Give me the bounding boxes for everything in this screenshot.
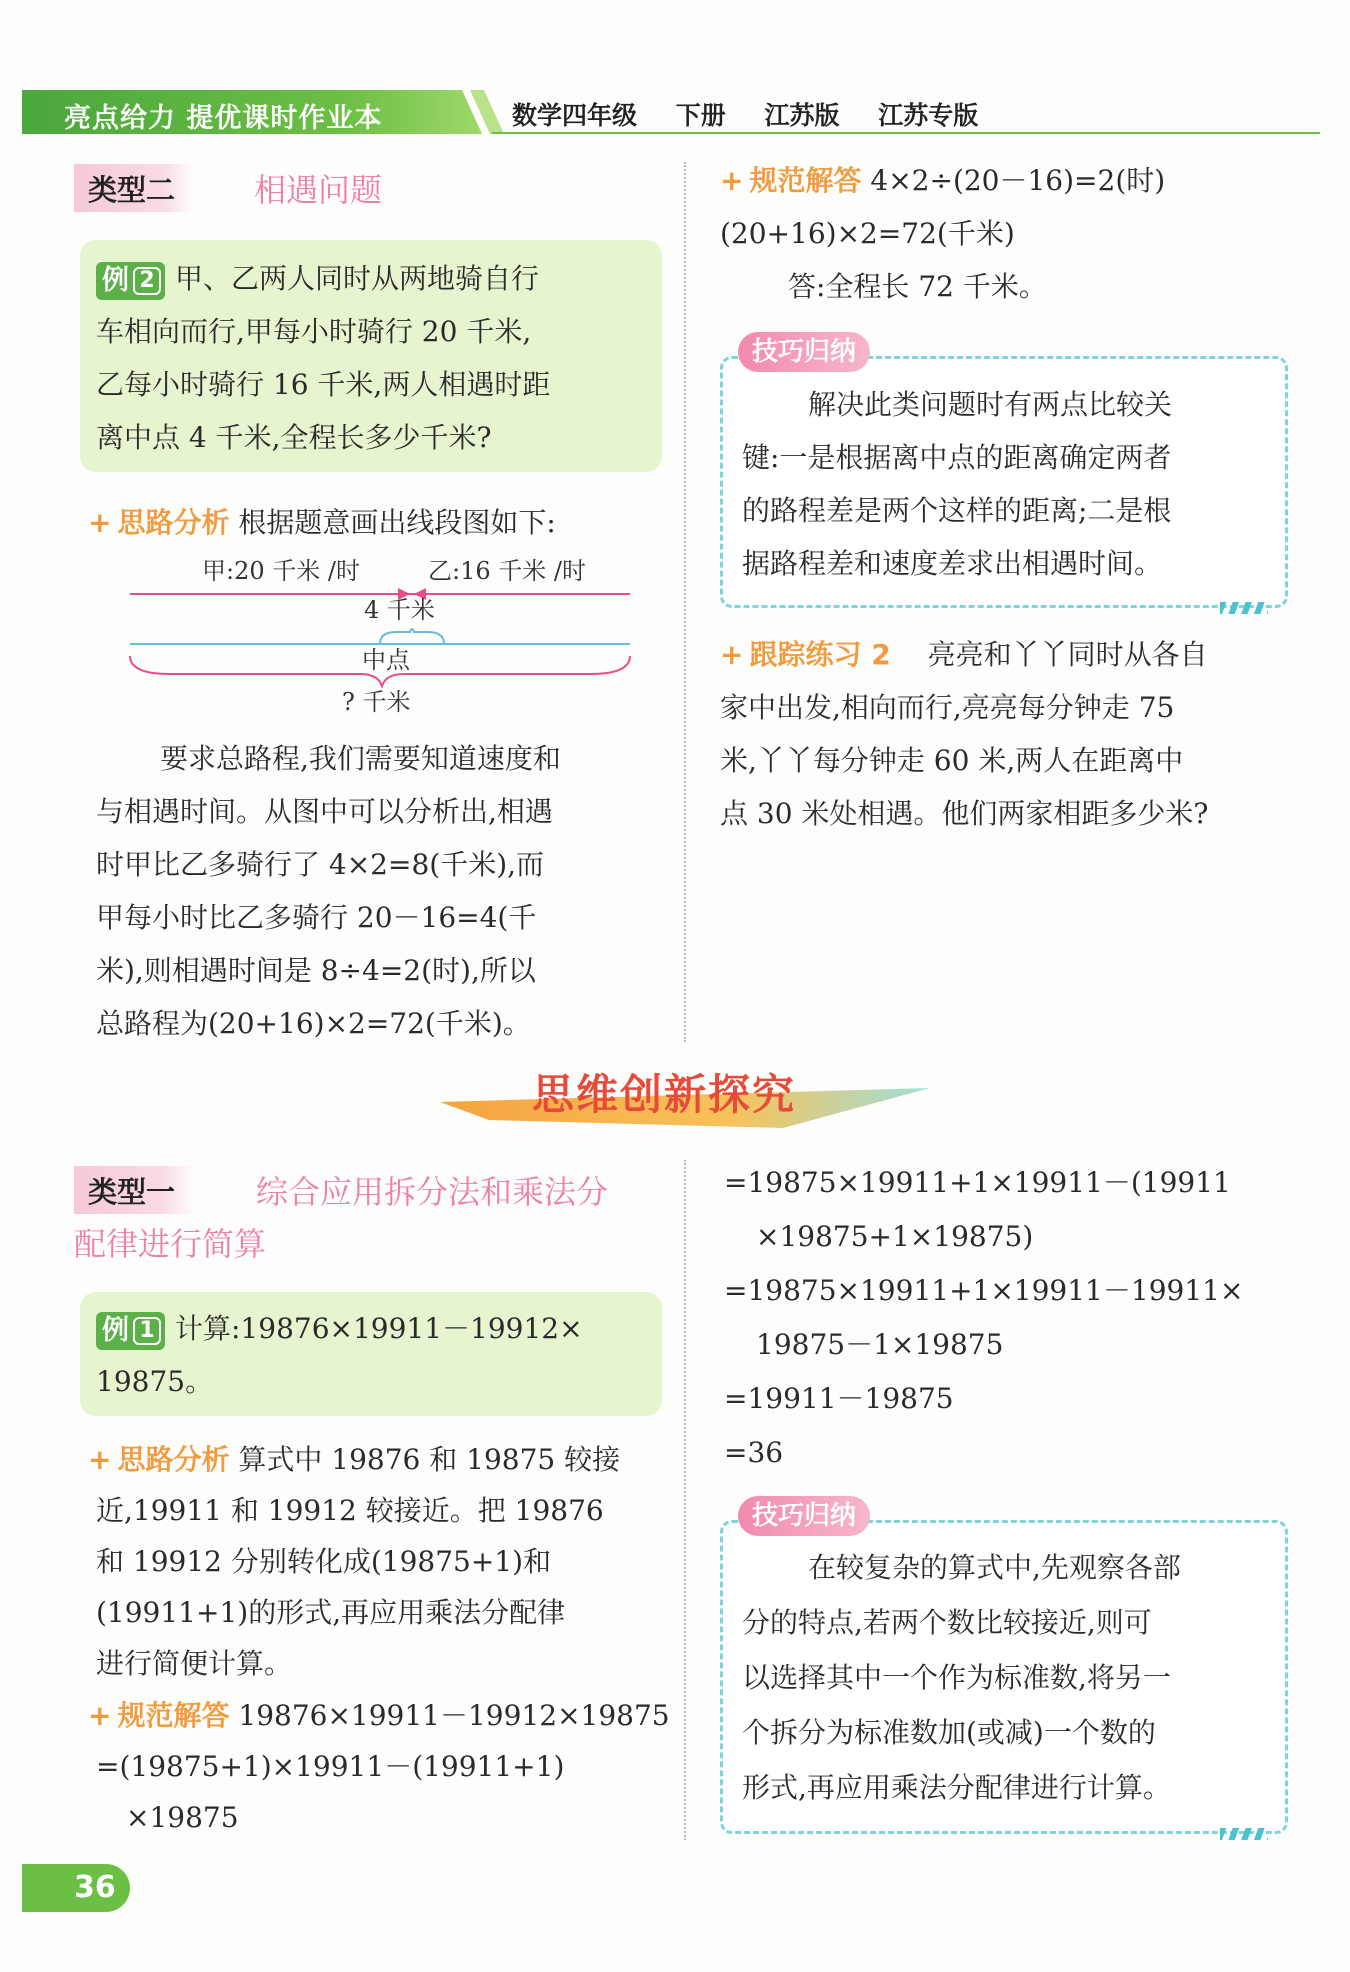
- section-banner: [440, 1058, 930, 1138]
- book-title: 亮点给力 提优课时作业本: [64, 103, 383, 134]
- type-tag-1: 类型一: [74, 1166, 193, 1214]
- tip-badge-2: 技巧归纳: [738, 1496, 870, 1536]
- page-number: 36: [22, 1864, 130, 1912]
- line-segment-diagram: [110, 554, 650, 724]
- answer-1: + 规范解答 19876×19911－19912×19875 =(19875+1)×19911－(19911+1) ×19875: [88, 1699, 670, 1834]
- example-badge: 例 1: [96, 1312, 165, 1350]
- tip-badge-1: 技巧归纳: [738, 332, 870, 372]
- type-title-line2: 配律进行简算: [74, 1225, 267, 1263]
- example-1-text: 例 1 计算:19876×19911－19912× 19875。: [96, 1312, 583, 1398]
- book-meta: [512, 96, 1008, 132]
- meta-volume: 下册: [675, 101, 726, 130]
- column-divider-top: [684, 162, 686, 1042]
- analysis-1: + 思路分析 算式中 19876 和 19875 较接 近,19911 和 19912 较接近。把 19876 和 19912 分别转化成(19875+1)和 (19911+1)的形式,再应用乘法分配律 进行简便计算。: [88, 1443, 621, 1680]
- tip-stripes-2: [1220, 1828, 1268, 1840]
- diagram-yi-speed: 乙:16 千米 /时: [428, 557, 586, 585]
- practice-label: 跟踪练习 2: [749, 638, 891, 671]
- four-km-brace: [380, 629, 444, 644]
- analysis-label: 思路分析: [117, 506, 230, 539]
- answer-label: 规范解答: [749, 164, 862, 197]
- page-header: [22, 90, 1320, 134]
- analysis-label: 思路分析: [117, 1443, 230, 1476]
- diagram-jia-speed: 甲:20 千米 /时: [202, 557, 360, 585]
- answer-2: + 规范解答 4×2÷(20－16)=2(时) (20+16)×2=72(千米) 答:全程长 72 千米。: [720, 164, 1166, 303]
- diagram-midpoint: 中点: [362, 646, 410, 674]
- answer-1-continued: =19875×19911+1×19911－(19911 ×19875+1×19875) =19875×19911+1×19911－19911× 19875－1×19875 =19911－19875 =36: [724, 1166, 1244, 1469]
- meta-edition: 江苏版: [764, 101, 840, 130]
- meta-grade: 数学四年级: [512, 101, 638, 130]
- example-2-text: 例 2 甲、乙两人同时从两地骑自行 车相向而行,甲每小时骑行 20 千米, 乙每小时骑行 16 千米,两人相遇时距 离中点 4 千米,全程长多少千米?: [96, 262, 551, 454]
- analysis-2: + 思路分析 根据题意画出线段图如下:: [88, 506, 556, 539]
- tip-2-text: 在较复杂的算式中,先观察各部 分的特点,若两个数比较接近,则可 以选择其中一个作为标准数,将另一 个拆分为标准数加(或减)一个数的 形式,再应用乘法分配律进行计算。: [742, 1551, 1181, 1804]
- analysis-2-explanation: 要求总路程,我们需要知道速度和 与相遇时间。从图中可以分析出,相遇 时甲比乙多骑行了 4×2=8(千米),而 甲每小时比乙多骑行 20－16=4(千 米),则相遇时间是 8÷4=2(时),所以 总路程为(20+16)×2=72(千米)。: [96, 742, 561, 1040]
- type-title-line1: 综合应用拆分法和乘法分: [256, 1173, 609, 1211]
- answer-label: 规范解答: [117, 1699, 230, 1732]
- header-rule: [492, 132, 1320, 134]
- type-title-meeting: 相遇问题: [254, 171, 383, 209]
- diagram-total: ? 千米: [342, 688, 411, 716]
- diagram-four-km: 4 千米: [364, 596, 435, 624]
- banner-title: 思维创新探究: [532, 1070, 797, 1119]
- example-badge: 例 2: [96, 262, 165, 300]
- tip-stripes-1: [1220, 602, 1268, 614]
- practice-2: + 跟踪练习 2 亮亮和丫丫同时从各自 家中出发,相向而行,亮亮每分钟走 75 米,丫丫每分钟走 60 米,两人在距离中 点 30 米处相遇。他们两家相距多少米?: [720, 638, 1209, 830]
- column-divider-bottom: [684, 1160, 686, 1840]
- type-tag-2: 类型二: [74, 164, 193, 212]
- meta-special: 江苏专版: [878, 101, 979, 130]
- tip-1-text: 解决此类问题时有两点比较关 键:一是根据离中点的距离确定两者 的路程差是两个这样的距离;二是根 据路程差和速度差求出相遇时间。: [742, 388, 1173, 580]
